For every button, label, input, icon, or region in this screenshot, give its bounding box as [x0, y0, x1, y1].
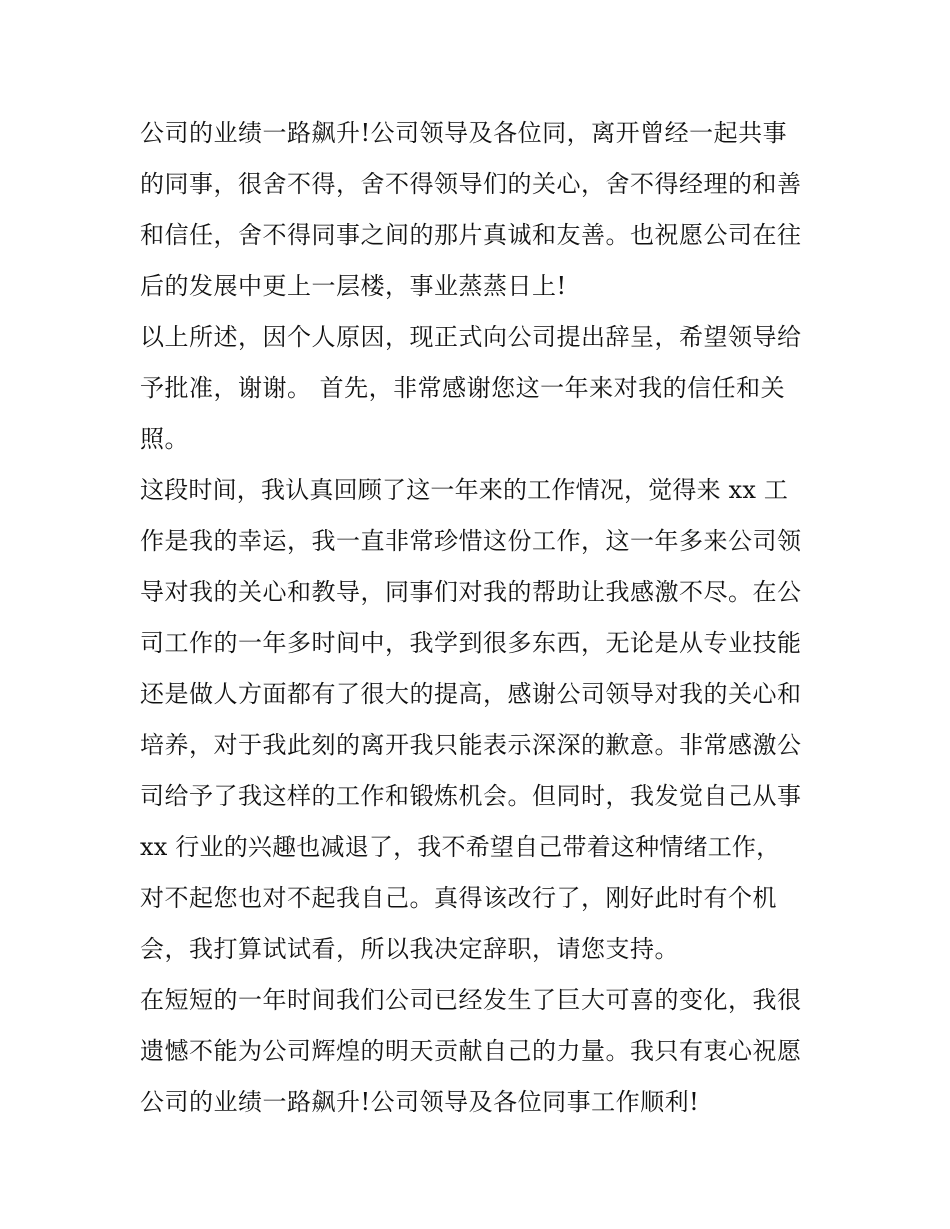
text-line: 这段时间，我认真回顾了这一年来的工作情况，觉得来 xx 工	[140, 476, 789, 504]
text-line: 的同事，很舍不得，舍不得领导们的关心，舍不得经理的和善	[140, 170, 802, 198]
text-line: 照。	[140, 425, 189, 453]
text-line: 后的发展中更上一层楼，事业蒸蒸日上!	[140, 272, 567, 300]
text-line: 遗憾不能为公司辉煌的明天贡献自己的力量。我只有衷心祝愿	[140, 1037, 802, 1065]
text-line: xx 行业的兴趣也减退了，我不希望自己带着这种情绪工作，	[140, 833, 781, 861]
text-line: 对不起您也对不起我自己。真得该改行了，刚好此时有个机	[140, 884, 777, 912]
text-line: 司给予了我这样的工作和锻炼机会。但同时，我发觉自己从事	[140, 782, 802, 810]
document-body	[140, 108, 830, 1128]
text-line: 还是做人方面都有了很大的提高，感谢公司领导对我的关心和	[140, 680, 802, 708]
text-line: 导对我的关心和教导，同事们对我的帮助让我感激不尽。在公	[140, 578, 802, 606]
text-line: 以上所述，因个人原因，现正式向公司提出辞呈，希望领导给	[140, 323, 802, 351]
text-line: 培养，对于我此刻的离开我只能表示深深的歉意。非常感激公	[140, 731, 802, 759]
text-line: 予批准，谢谢。 首先，非常感谢您这一年来对我的信任和关	[140, 374, 786, 402]
text-line: 和信任，舍不得同事之间的那片真诚和友善。也祝愿公司在往	[140, 221, 802, 249]
text-line: 司工作的一年多时间中，我学到很多东西，无论是从专业技能	[140, 629, 802, 657]
text-line: 公司的业绩一路飙升!公司领导及各位同，离开曾经一起共事	[140, 119, 788, 147]
text-line: 公司的业绩一路飙升!公司领导及各位同事工作顺利!	[140, 1088, 700, 1116]
text-line: 会，我打算试试看，所以我决定辞职，请您支持。	[140, 935, 679, 963]
text-line: 在短短的一年时间我们公司已经发生了巨大可喜的变化，我很	[140, 986, 802, 1014]
text-line: 作是我的幸运，我一直非常珍惜这份工作，这一年多来公司领	[140, 527, 802, 555]
